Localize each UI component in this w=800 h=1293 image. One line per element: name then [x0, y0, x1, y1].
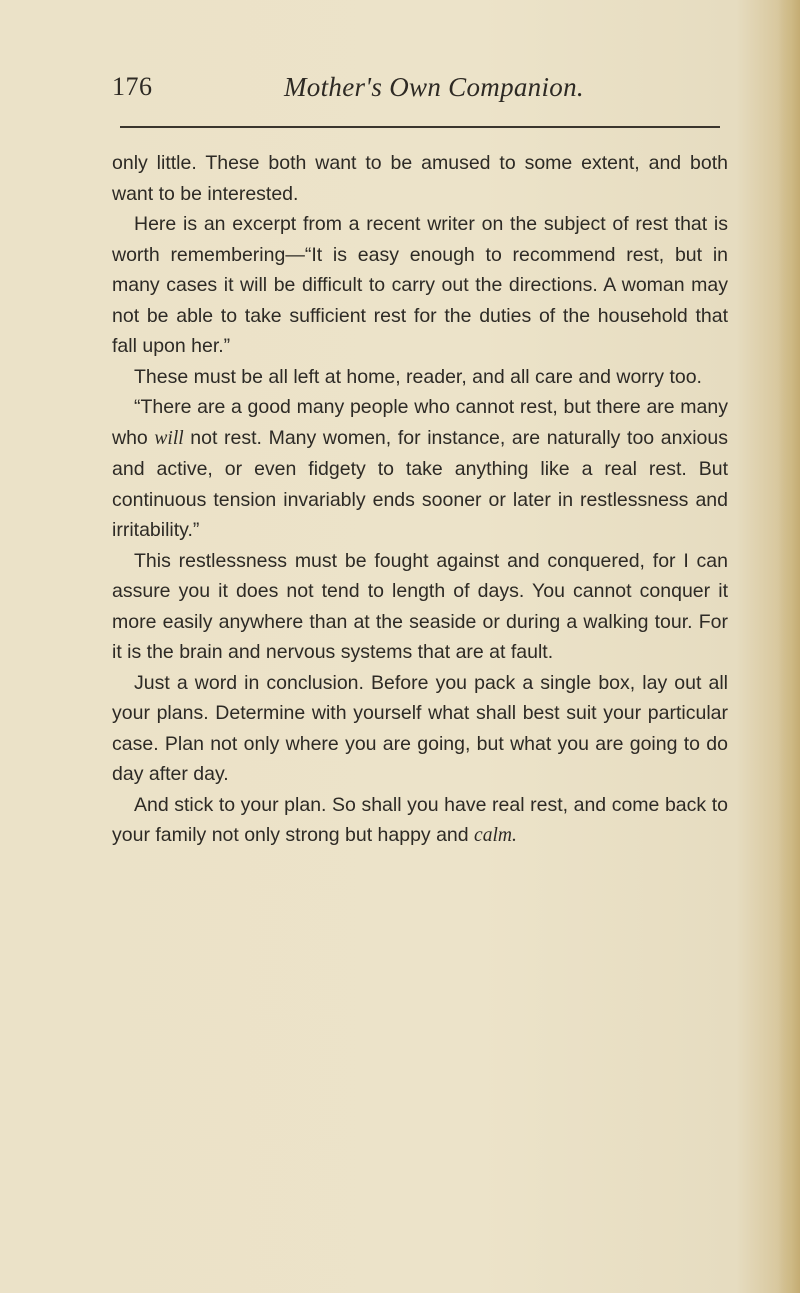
running-title: Mother's Own Companion. — [284, 72, 584, 102]
paragraph-3: These must be all left at home, reader, and all care and worry too. — [134, 365, 702, 388]
emphasis-will: will — [154, 427, 184, 449]
page-header — [112, 72, 732, 112]
paragraph-7 — [112, 790, 728, 852]
paragraph-6: Just a word in conclusion. Before you pack a single box, lay out all your plans. Determine with yourself what shall best suit your particular case. Plan not only where you are going, but what you are going to do day after day. — [112, 671, 728, 785]
header-rule — [120, 126, 720, 128]
paragraph-7-text-before: And stick to your plan. So shall you have real rest, and come back to your family not only strong but happy and — [112, 793, 728, 846]
page-number: 176 — [112, 72, 153, 101]
emphasis-calm: calm. — [474, 825, 517, 846]
page-edge-shadow — [778, 0, 800, 1293]
paragraph-4 — [112, 392, 728, 546]
paragraph-2: Here is an excerpt from a recent writer on the subject of rest that is worth remembering—“It is easy enough to recommend rest, but in many cases it will be difficult to carry out the directions. A woman may not be able to take sufficient rest for the duties of the household that fall upon her.” — [112, 213, 728, 357]
paragraph-4-text-after: not rest. Many women, for instance, are naturally too anxious and active, or even fidgety to take anything like a real rest. But continuous tension invariably ends sooner or later in restlessness and irritability.” — [112, 426, 728, 541]
paragraph-5: This restlessness must be fought against and conquered, for I can assure you it does not tend to length of days. You cannot conquer it more easily anywhere than at the seaside or during a walking tour. For it is the brain and nervous systems that are at fault. — [112, 549, 728, 663]
paragraph-4-text-before: “There are a good many people who cannot rest, but there are many who — [112, 396, 728, 449]
paragraph-1: only little. These both want to be amused to some extent, and both want to be interested. — [112, 152, 728, 205]
body-text — [112, 148, 728, 852]
